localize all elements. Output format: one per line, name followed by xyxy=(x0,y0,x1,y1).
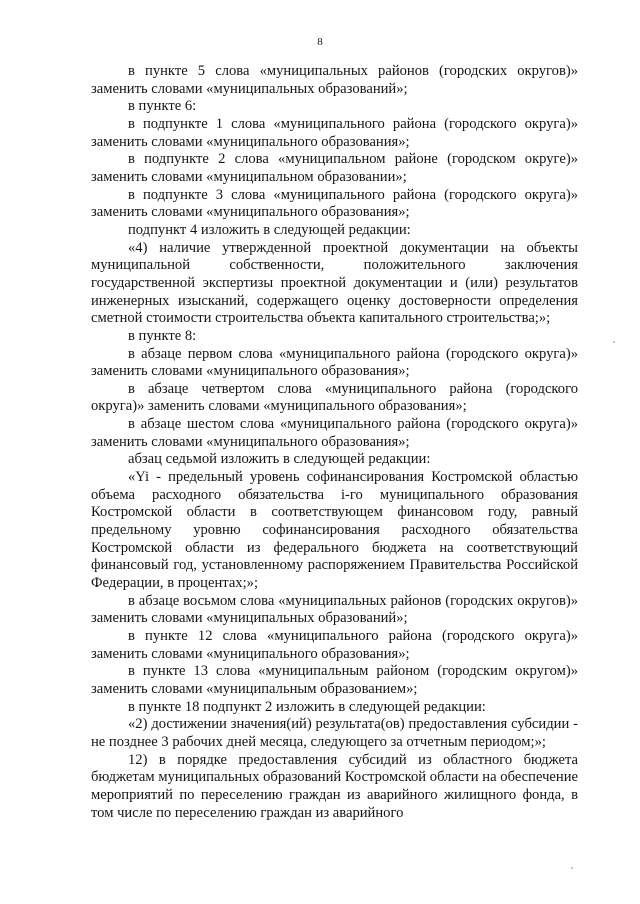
paragraph: в пункте 5 слова «муниципальных районов (городских округов)» заменить словами «муниципальных образований»; xyxy=(91,63,578,97)
paragraph: в абзаце первом слова «муниципального района (городского округа)» заменить словами «муниципального образования»; xyxy=(91,345,578,380)
paragraph: «2) достижении значения(ий) результата(ов) предоставления субсидии - не позднее 3 рабочих дней месяца, следующего за отчетным периодом;»; xyxy=(91,716,578,750)
paragraph: в пункте 13 слова «муниципальным районом (городским округом)» заменить словами «муниципальным образованием»; xyxy=(91,663,578,697)
paragraph: 12) в порядке предоставления субсидий из областного бюджета бюджетам муниципальных образований Костромской области на обеспечение мероприятий по переселению граждан из аварийного жилищного фонда, в том числе по переселению граждан из аварийного xyxy=(91,751,578,821)
paragraph: абзац седьмой изложить в следующей редакции: xyxy=(128,451,431,468)
paragraph: в пункте 8: xyxy=(128,327,197,344)
paragraph: в абзаце четвертом слова «муниципального района (городского округа)» заменить словами «муниципального образования»; xyxy=(91,380,578,415)
paragraph: в пункте 6: xyxy=(128,98,197,115)
paragraph: в подпункте 3 слова «муниципального района (городского округа)» заменить словами «муниципального образования»; xyxy=(91,186,578,221)
paragraph: в пункте 12 слова «муниципального района (городского округа)» заменить словами «муниципального образования»; xyxy=(91,628,578,662)
paragraph: «Yi - предельный уровень софинансирования Костромской областью объема расходного обязательства i-го муниципального образования Костромской области в соответствующем финансовом году, равный предельному уровню софинансирования расходного обязательства Костромской области из федерального бюджета на соответствующий финансовый год, установленному распоряжением Правительства Российской Федерации, в процентах;»; xyxy=(91,469,578,592)
paragraph: в абзаце восьмом слова «муниципальных районов (городских округов)» заменить словами «муниципальных образований»; xyxy=(91,592,578,627)
paragraph: в подпункте 2 слова «муниципальном районе (городском округе)» заменить словами «муниципальном образовании»; xyxy=(91,151,578,185)
page-number: 8 xyxy=(317,36,323,48)
paragraph: в абзаце шестом слова «муниципального района (городского округа)» заменить словами «муниципального образования»; xyxy=(91,416,578,450)
paragraph: «4) наличие утвержденной проектной документации на объекты муниципальной собственности, положительного заключения государственной экспертизы проектной документации и (или) результатов инженерных изысканий, содержащего оценку достоверности определения сметной стоимости строительства объекта капитального строительства;»; xyxy=(91,239,578,327)
paragraph: подпункт 4 изложить в следующей редакции: xyxy=(128,221,411,238)
document-body xyxy=(91,63,578,822)
scan-speck xyxy=(571,867,573,869)
paragraph: в пункте 18 подпункт 2 изложить в следующей редакции: xyxy=(128,698,486,715)
scan-speck xyxy=(613,341,615,343)
paragraph: в подпункте 1 слова «муниципального района (городского округа)» заменить словами «муниципального образования»; xyxy=(91,115,578,150)
